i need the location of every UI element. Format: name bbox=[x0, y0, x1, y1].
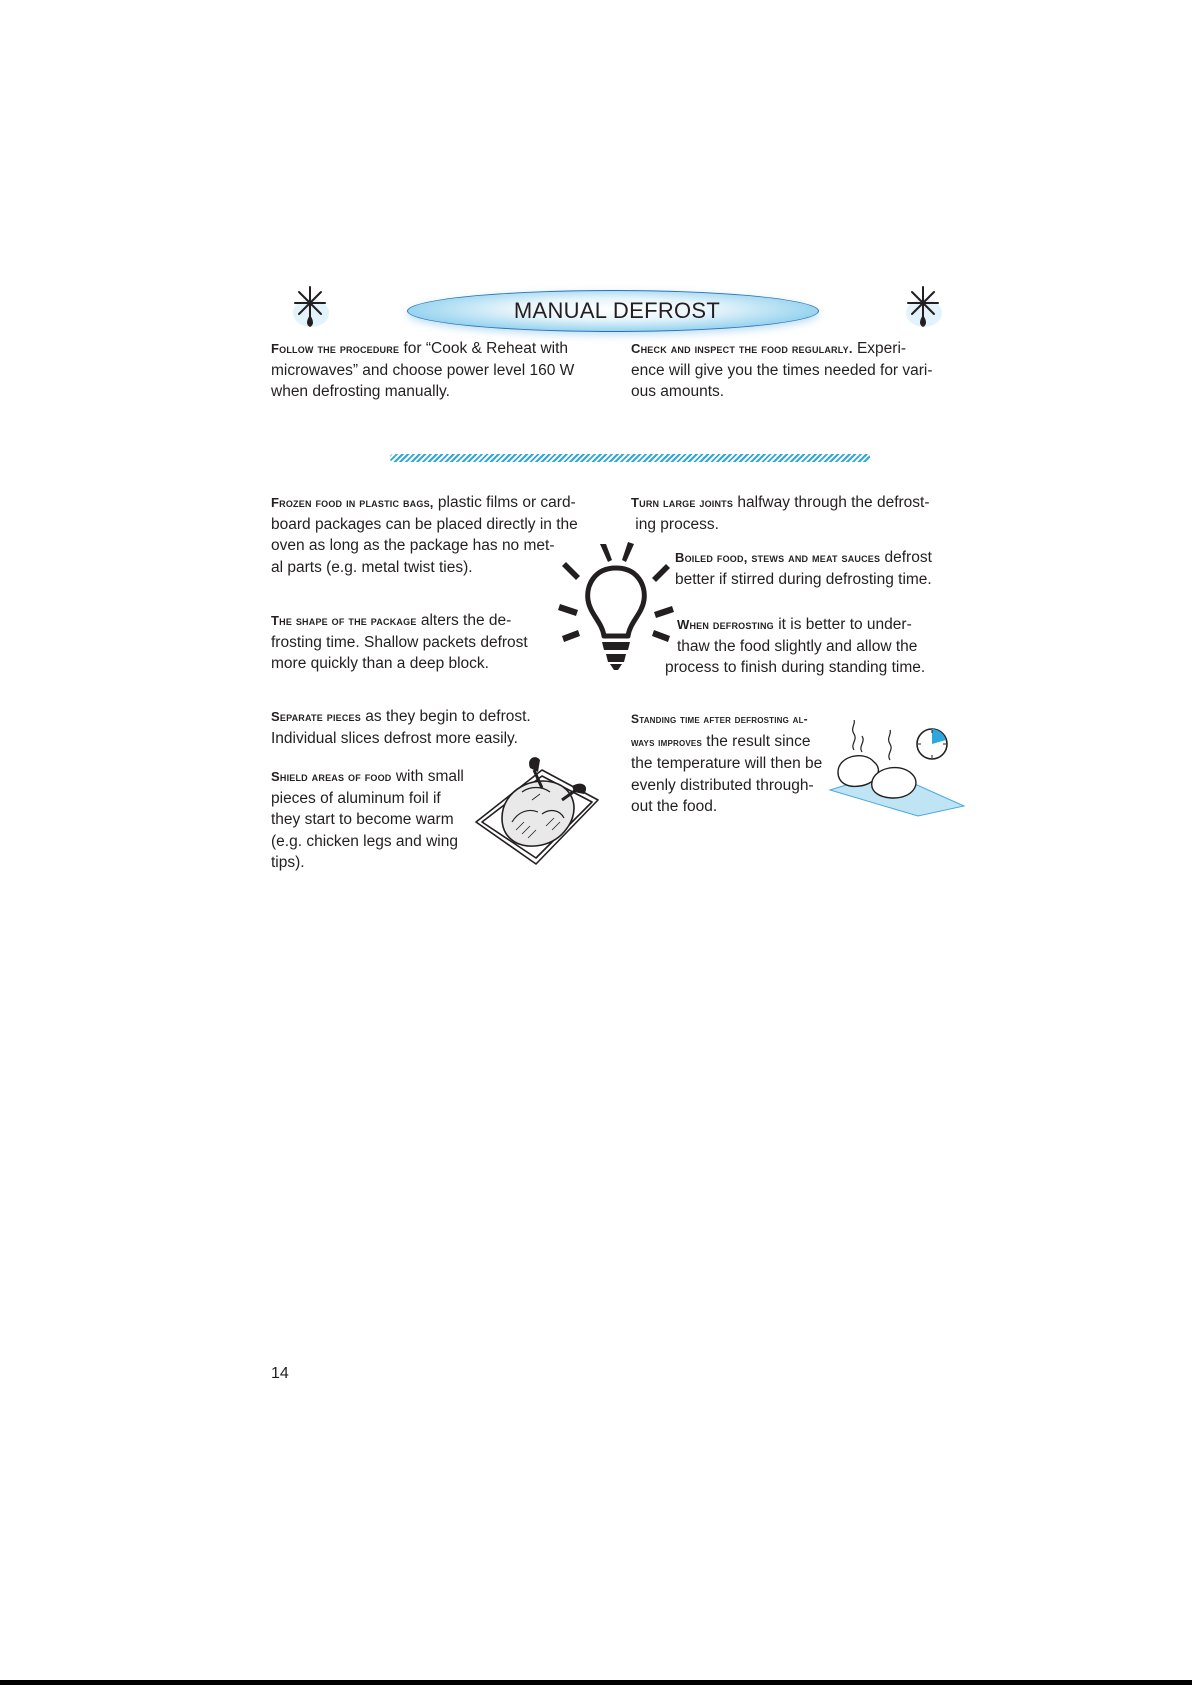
check-inspect-lead: Check and inspect the food regularly. bbox=[631, 341, 853, 356]
separate-pieces-lead: Separate pieces bbox=[271, 709, 361, 724]
shield-areas-line2: pieces of aluminum foil if bbox=[271, 789, 441, 807]
standing-time-paragraph bbox=[631, 708, 861, 818]
boiled-food-line2: better if stirred during defrosting time. bbox=[675, 570, 932, 588]
steaming-food-timer-illustration bbox=[828, 720, 966, 820]
follow-procedure-line2: microwaves” and choose power level 160 W bbox=[271, 361, 575, 379]
sparkle-left-icon bbox=[287, 283, 333, 335]
when-defrosting-lead: When defrosting bbox=[677, 617, 774, 632]
when-defrosting-line3: process to finish during standing time. bbox=[665, 659, 926, 676]
frozen-food-line2: board packages can be placed directly in the bbox=[271, 515, 578, 533]
turn-joints-line1: halfway through the defrost- bbox=[733, 494, 930, 511]
chicken-tray-illustration bbox=[472, 752, 602, 870]
standing-time-lead1: Standing time after defrosting al- bbox=[631, 712, 808, 726]
turn-joints-lead: Turn large joints bbox=[631, 495, 734, 510]
follow-procedure-line3: when defrosting manually. bbox=[271, 383, 450, 400]
shield-areas-line3: they start to become warm bbox=[271, 811, 454, 828]
bottom-rule bbox=[0, 1680, 1192, 1685]
follow-procedure-paragraph bbox=[271, 338, 601, 403]
check-inspect-line2: ence will give you the times needed for vari- bbox=[631, 361, 933, 379]
page-number: 14 bbox=[271, 1365, 289, 1382]
package-shape-line3: more quickly than a deep block. bbox=[271, 655, 489, 672]
standing-time-line5: out the food. bbox=[631, 798, 718, 815]
shield-areas-lead: Shield areas of food bbox=[271, 769, 392, 784]
when-defrosting-paragraph bbox=[665, 614, 965, 679]
wavy-divider bbox=[390, 454, 870, 462]
check-inspect-line1: Experi- bbox=[852, 340, 907, 357]
follow-procedure-line1: for “Cook & Reheat with bbox=[399, 340, 569, 357]
package-shape-lead: The shape of the package bbox=[271, 613, 417, 628]
page-title: MANUAL DEFROST bbox=[513, 298, 721, 323]
package-shape-line2: frosting time. Shallow packets defrost bbox=[271, 633, 528, 651]
frozen-food-line4: al parts (e.g. metal twist ties). bbox=[271, 558, 473, 576]
check-inspect-line3: ous amounts. bbox=[631, 383, 725, 400]
frozen-food-line3: oven as long as the package has no met- bbox=[271, 537, 555, 554]
shield-areas-line4: (e.g. chicken legs and wing bbox=[271, 832, 458, 850]
standing-time-lead2: ways improves bbox=[631, 734, 702, 749]
turn-joints-line2: ing process. bbox=[631, 515, 719, 533]
boiled-food-lead: Boiled food, stews and meat sauces bbox=[675, 550, 881, 565]
shield-areas-line5: tips). bbox=[271, 854, 305, 871]
boiled-food-paragraph bbox=[675, 547, 995, 590]
separate-pieces-line1: as they begin to defrost. bbox=[360, 708, 531, 725]
sparkle-right-icon bbox=[900, 283, 946, 335]
package-shape-line1: alters the de- bbox=[416, 612, 512, 629]
package-shape-paragraph bbox=[271, 610, 571, 675]
standing-time-line3: the temperature will then be bbox=[631, 755, 823, 772]
shield-areas-line1: with small bbox=[391, 768, 464, 785]
when-defrosting-line1: it is better to under- bbox=[773, 616, 912, 633]
check-inspect-paragraph bbox=[631, 338, 971, 403]
turn-joints-paragraph bbox=[631, 492, 971, 535]
boiled-food-line1: defrost bbox=[880, 549, 932, 566]
light-bulb-icon bbox=[556, 538, 676, 674]
frozen-food-lead: Frozen food in plastic bags, bbox=[271, 495, 434, 510]
separate-pieces-paragraph bbox=[271, 706, 601, 749]
standing-time-line4: evenly distributed through- bbox=[631, 776, 814, 794]
separate-pieces-line2: Individual slices defrost more easily. bbox=[271, 729, 518, 747]
frozen-food-line1: plastic films or card- bbox=[433, 494, 576, 511]
shield-areas-paragraph bbox=[271, 766, 501, 874]
follow-procedure-lead: Follow the procedure bbox=[271, 341, 400, 356]
when-defrosting-line2: thaw the food slightly and allow the bbox=[677, 637, 918, 655]
standing-time-line2: the result since bbox=[702, 732, 811, 750]
